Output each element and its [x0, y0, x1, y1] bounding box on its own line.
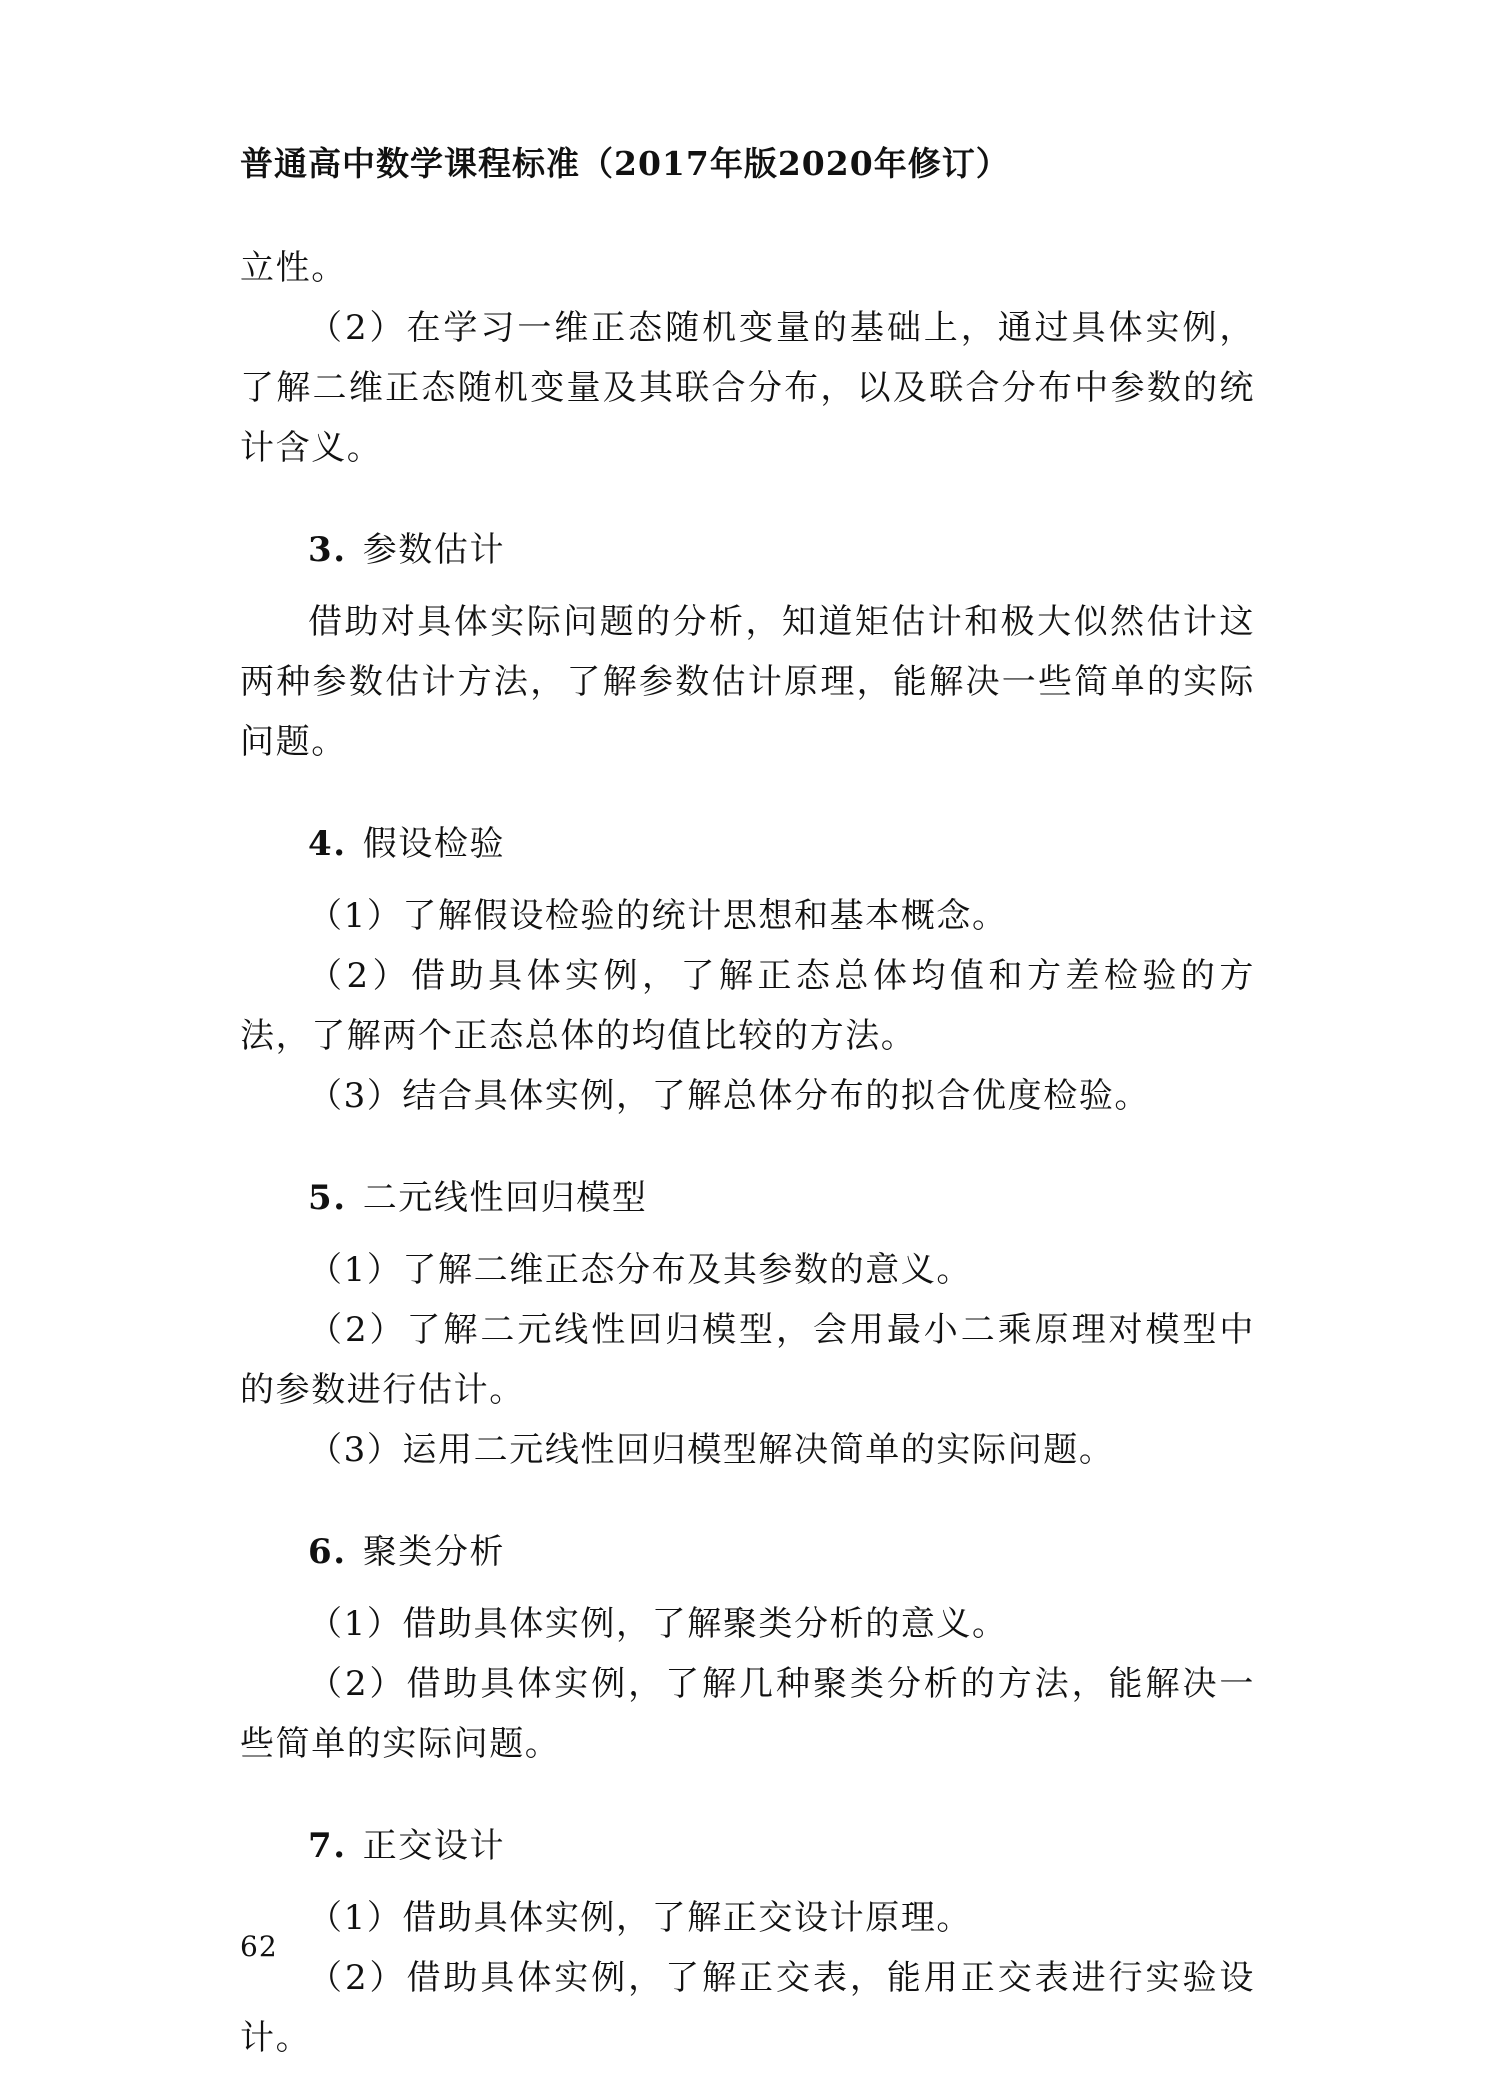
section-number: 5. [308, 1178, 347, 1218]
section-heading-4 [240, 814, 1255, 874]
page-number: 62 [240, 1930, 278, 1963]
paragraph: （2）借助具体实例，了解正态总体均值和方差检验的方法，了解两个正态总体的均值比较的方法。 [240, 956, 1255, 1056]
paragraph: （3）运用二元线性回归模型解决简单的实际问题。 [308, 1430, 1115, 1470]
paragraph: （2）借助具体实例，了解正交表，能用正交表进行实验设计。 [240, 1958, 1255, 2058]
section-title: 二元线性回归模型 [362, 1178, 648, 1218]
section-heading-3 [240, 520, 1255, 580]
section-number: 7. [308, 1826, 347, 1866]
section-number: 6. [308, 1532, 347, 1572]
paragraph: （2）了解二元线性回归模型，会用最小二乘原理对模型中的参数进行估计。 [240, 1310, 1255, 1410]
section-heading-5 [240, 1168, 1255, 1228]
section-title: 正交设计 [362, 1826, 506, 1866]
section-title: 参数估计 [362, 530, 506, 570]
paragraph: 借助对具体实际问题的分析，知道矩估计和极大似然估计这两种参数估计方法，了解参数估计原理，能解决一些简单的实际问题。 [240, 602, 1255, 762]
paragraph: （1）借助具体实例，了解聚类分析的意义。 [308, 1604, 1008, 1644]
paragraph: （1）了解二维正态分布及其参数的意义。 [308, 1250, 973, 1290]
section-title: 假设检验 [362, 824, 506, 864]
section-heading-6 [240, 1522, 1255, 1582]
paragraph: （2）借助具体实例，了解几种聚类分析的方法，能解决一些简单的实际问题。 [240, 1664, 1255, 1764]
section-title: 聚类分析 [362, 1532, 506, 1572]
page-body [240, 238, 1255, 2068]
paragraph: （3）结合具体实例，了解总体分布的拟合优度检验。 [308, 1076, 1151, 1116]
paragraph: （1）了解假设检验的统计思想和基本概念。 [308, 896, 1008, 936]
paragraph: 立性。 [240, 248, 347, 288]
paragraph: （2）在学习一维正态随机变量的基础上，通过具体实例，了解二维正态随机变量及其联合分布，以及联合分布中参数的统计含义。 [240, 308, 1255, 468]
paragraph: （1）借助具体实例，了解正交设计原理。 [308, 1898, 973, 1938]
section-number: 4. [308, 824, 347, 864]
section-number: 3. [308, 530, 347, 570]
running-header: 普通高中数学课程标准（2017年版2020年修订） [240, 144, 1010, 183]
section-heading-7 [240, 1816, 1255, 1876]
